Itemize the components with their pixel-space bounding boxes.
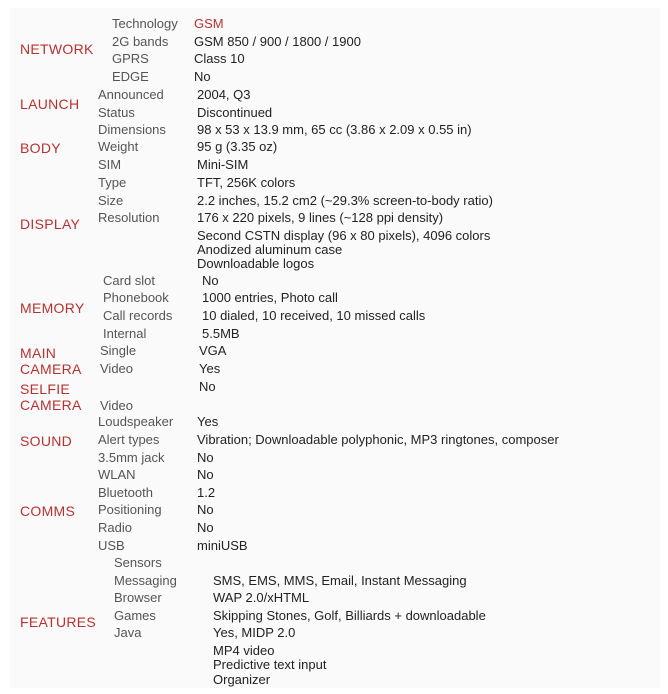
main-single-label: Single bbox=[100, 343, 137, 358]
bluetooth-label: Bluetooth bbox=[98, 485, 153, 500]
sound-section-title: SOUND bbox=[20, 433, 73, 449]
selfie-camera-section-title: SELFIE bbox=[20, 381, 71, 397]
announced-label: Announced bbox=[98, 87, 164, 102]
weight-label: Weight bbox=[98, 139, 139, 154]
features-extra-line: MP4 video bbox=[213, 643, 275, 658]
internal-label: Internal bbox=[103, 326, 147, 341]
edge-label: EDGE bbox=[112, 69, 149, 84]
call-records-label: Call records bbox=[103, 308, 173, 323]
display-type-value: TFT, 256K colors bbox=[197, 175, 296, 190]
main-video-label: Video bbox=[100, 361, 134, 376]
memory-section-title: MEMORY bbox=[20, 300, 85, 316]
display-extra-line: Anodized aluminum case bbox=[197, 242, 343, 257]
messaging-label: Messaging bbox=[114, 573, 177, 588]
card-slot-label: Card slot bbox=[103, 273, 156, 288]
dimensions-value: 98 x 53 x 13.9 mm, 65 cc (3.86 x 2.09 x 0.55 in) bbox=[197, 122, 472, 137]
comms-section-title: COMMS bbox=[20, 503, 76, 519]
sim-label: SIM bbox=[98, 157, 122, 172]
display-type-label: Type bbox=[98, 175, 127, 190]
display-size-value: 2.2 inches, 15.2 cm2 (~29.3% screen-to-body ratio) bbox=[197, 193, 493, 208]
display-size-label: Size bbox=[98, 193, 124, 208]
sensors-label: Sensors bbox=[114, 555, 162, 570]
technology-label: Technology bbox=[112, 16, 178, 31]
radio-label: Radio bbox=[98, 520, 132, 535]
resolution-value: 176 x 220 pixels, 9 lines (~128 ppi density) bbox=[197, 210, 444, 225]
spec-sheet bbox=[10, 8, 660, 688]
display-extra-line: Downloadable logos bbox=[197, 256, 315, 271]
features-extra-line: Organizer bbox=[213, 672, 271, 687]
launch-section-title: LAUNCH bbox=[20, 96, 80, 112]
edge-value: No bbox=[194, 69, 211, 84]
positioning-value: No bbox=[197, 502, 214, 517]
features-section-title: FEATURES bbox=[20, 614, 97, 630]
jack-value: No bbox=[197, 450, 214, 465]
usb-label: USB bbox=[98, 538, 125, 553]
selfie-video-label: Video bbox=[100, 398, 134, 413]
usb-value: miniUSB bbox=[197, 538, 248, 553]
display-extra-line: Second CSTN display (96 x 80 pixels), 4096 colors bbox=[197, 228, 491, 243]
main-single-value: VGA bbox=[199, 343, 227, 358]
sim-value: Mini-SIM bbox=[197, 157, 249, 172]
phonebook-value: 1000 entries, Photo call bbox=[202, 290, 338, 305]
bluetooth-value: 1.2 bbox=[197, 485, 216, 500]
features-extra-line: Predictive text input bbox=[213, 657, 327, 672]
browser-label: Browser bbox=[114, 590, 162, 605]
bands-2g-value: GSM 850 / 900 / 1800 / 1900 bbox=[194, 34, 361, 49]
announced-value: 2004, Q3 bbox=[197, 87, 251, 102]
browser-value: WAP 2.0/xHTML bbox=[213, 590, 310, 605]
wlan-label: WLAN bbox=[98, 467, 136, 482]
alert-types-label: Alert types bbox=[98, 432, 160, 447]
radio-value: No bbox=[197, 520, 214, 535]
card-slot-value: No bbox=[202, 273, 219, 288]
main-camera-section-title: CAMERA bbox=[20, 361, 82, 377]
internal-value: 5.5MB bbox=[202, 326, 240, 341]
gprs-value: Class 10 bbox=[194, 51, 245, 66]
status-label: Status bbox=[98, 105, 135, 120]
java-label: Java bbox=[114, 625, 142, 640]
jack-label: 3.5mm jack bbox=[98, 450, 165, 465]
selfie-value: No bbox=[199, 379, 216, 394]
messaging-value: SMS, EMS, MMS, Email, Instant Messaging bbox=[213, 573, 467, 588]
java-value: Yes, MIDP 2.0 bbox=[213, 625, 296, 640]
network-section-title: NETWORK bbox=[20, 41, 94, 57]
resolution-label: Resolution bbox=[98, 210, 160, 225]
technology-value-link[interactable]: GSM bbox=[194, 16, 224, 31]
wlan-value: No bbox=[197, 467, 214, 482]
selfie-camera-section-title: CAMERA bbox=[20, 397, 82, 413]
games-label: Games bbox=[114, 608, 156, 623]
gprs-label: GPRS bbox=[112, 51, 149, 66]
call-records-value: 10 dialed, 10 received, 10 missed calls bbox=[202, 308, 426, 323]
positioning-label: Positioning bbox=[98, 502, 162, 517]
alert-types-value: Vibration; Downloadable polyphonic, MP3 ringtones, composer bbox=[197, 432, 559, 447]
weight-value: 95 g (3.35 oz) bbox=[197, 139, 278, 154]
bands-2g-label: 2G bands bbox=[112, 34, 169, 49]
dimensions-label: Dimensions bbox=[98, 122, 166, 137]
loudspeaker-value: Yes bbox=[197, 414, 219, 429]
display-section-title: DISPLAY bbox=[20, 216, 81, 232]
main-video-value: Yes bbox=[199, 361, 221, 376]
loudspeaker-label: Loudspeaker bbox=[98, 414, 174, 429]
phonebook-label: Phonebook bbox=[103, 290, 169, 305]
games-value: Skipping Stones, Golf, Billiards + downloadable bbox=[213, 608, 486, 623]
status-value: Discontinued bbox=[197, 105, 273, 120]
main-camera-section-title: MAIN bbox=[20, 345, 57, 361]
body-section-title: BODY bbox=[20, 140, 61, 156]
